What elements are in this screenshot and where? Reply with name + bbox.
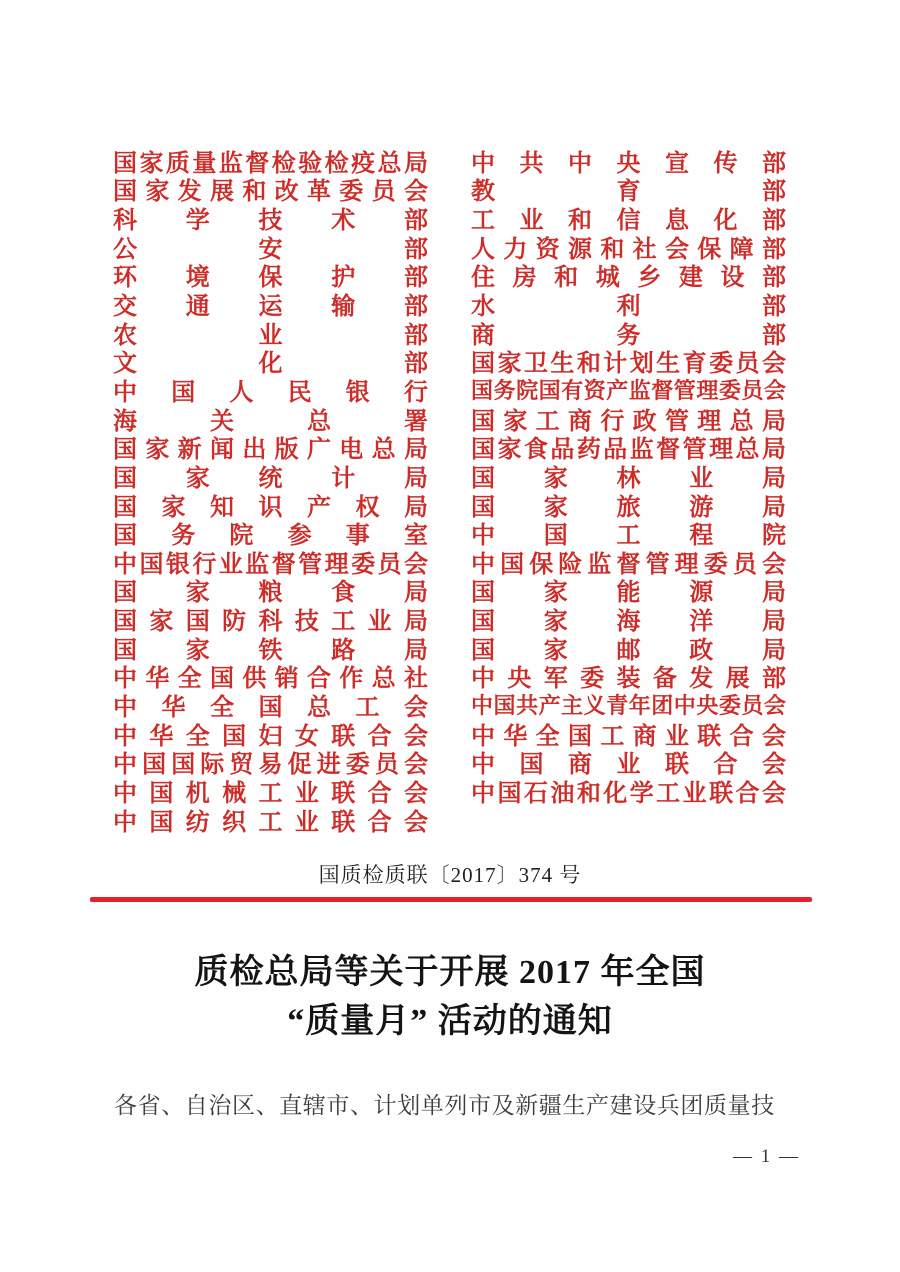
agency-column-right (471, 146, 786, 833)
agency-name: 农 业 部 (113, 322, 428, 349)
agency-name: 海 关 总 署 (113, 408, 428, 435)
agency-name: 国 家 能 源 局 (471, 580, 786, 607)
agency-name: 国 家 粮 食 局 (113, 580, 428, 607)
agency-name: 国 家 发 展 和 改 革 委 员 会 (113, 179, 428, 206)
agency-name: 交 通 运 输 部 (113, 294, 428, 321)
page-number: — 1 — (733, 1146, 800, 1167)
agency-name: 国 务 院 国 有 资 产 监 督 管 理 委 员 会 (471, 377, 786, 403)
agency-name: 商 务 部 (471, 322, 786, 349)
agency-name: 中 央 军 委 装 备 发 展 部 (471, 666, 786, 693)
agency-name: 教 育 部 (471, 179, 786, 206)
agency-name: 中 国 共 产 主 义 青 年 团 中 央 委 员 会 (471, 693, 786, 718)
agency-name: 文 化 部 (113, 351, 428, 378)
agency-name: 中 国 商 业 联 合 会 (471, 752, 786, 779)
agency-name: 中 华 全 国 总 工 会 (113, 695, 428, 721)
agency-name: 国 家 工 商 行 政 管 理 总 局 (471, 408, 786, 435)
title-line-2: “质量月” 活动的通知 (287, 1003, 613, 1040)
agency-name: 国 家 铁 路 局 (113, 637, 428, 664)
agency-name: 国 家 质 量 监 督 检 验 检 疫 总 局 (113, 150, 428, 177)
agency-name: 工 业 和 信 息 化 部 (471, 208, 786, 235)
agency-name: 国 家 统 计 局 (113, 465, 428, 492)
agency-name: 环 境 保 护 部 (113, 265, 428, 292)
body-paragraph: 各省、自治区、直辖市、计划单列市及新疆生产建设兵团质量技 (114, 1093, 775, 1118)
agency-name: 国 家 食 品 药 品 监 督 管 理 总 局 (471, 437, 786, 464)
agency-name: 国 家 旅 游 局 (471, 494, 786, 521)
agency-name: 中 华 全 国 供 销 合 作 总 社 (113, 666, 428, 693)
agency-name: 国 家 新 闻 出 版 广 电 总 局 (113, 437, 428, 464)
agency-name: 科 学 技 术 部 (113, 208, 428, 235)
agency-name: 国 家 国 防 科 技 工 业 局 (113, 609, 428, 636)
agency-name: 住 房 和 城 乡 建 设 部 (471, 265, 786, 292)
agency-column-left (113, 146, 428, 836)
agency-name: 国 家 卫 生 和 计 划 生 育 委 员 会 (471, 351, 786, 378)
red-divider-line (90, 897, 812, 902)
agency-name: 国 务 院 参 事 室 (113, 523, 428, 550)
agency-name: 中 国 银 行 业 监 督 管 理 委 员 会 (113, 551, 428, 578)
agency-name: 中 国 石 油 和 化 学 工 业 联 合 会 (471, 780, 786, 807)
agency-name: 中 国 机 械 工 业 联 合 会 (113, 780, 428, 807)
title-line-1: 质检总局等关于开展 2017 年全国 (194, 954, 706, 991)
agency-name: 中 国 保 险 监 督 管 理 委 员 会 (471, 551, 786, 578)
agency-name: 水 利 部 (471, 294, 786, 321)
agency-name: 中 国 纺 织 工 业 联 合 会 (113, 809, 428, 836)
document-title (0, 948, 900, 1046)
agency-letterhead (113, 146, 786, 836)
agency-name: 中 华 全 国 妇 女 联 合 会 (113, 723, 428, 750)
document-reference-number: 国质检质联〔2017〕374 号 (318, 863, 582, 887)
agency-name: 中 国 工 程 院 (471, 523, 786, 550)
agency-name: 国 家 邮 政 局 (471, 637, 786, 664)
agency-name: 公 安 部 (113, 236, 428, 263)
agency-name: 中 共 中 央 宣 传 部 (471, 150, 786, 177)
agency-name: 国 家 林 业 局 (471, 465, 786, 492)
agency-name: 中 华 全 国 工 商 业 联 合 会 (471, 723, 786, 750)
agency-name: 人 力 资 源 和 社 会 保 障 部 (471, 236, 786, 263)
agency-name: 国 家 海 洋 局 (471, 609, 786, 636)
agency-name: 中 国 人 民 银 行 (113, 379, 428, 406)
agency-name: 中 国 国 际 贸 易 促 进 委 员 会 (113, 752, 428, 779)
agency-name: 国 家 知 识 产 权 局 (113, 494, 428, 521)
